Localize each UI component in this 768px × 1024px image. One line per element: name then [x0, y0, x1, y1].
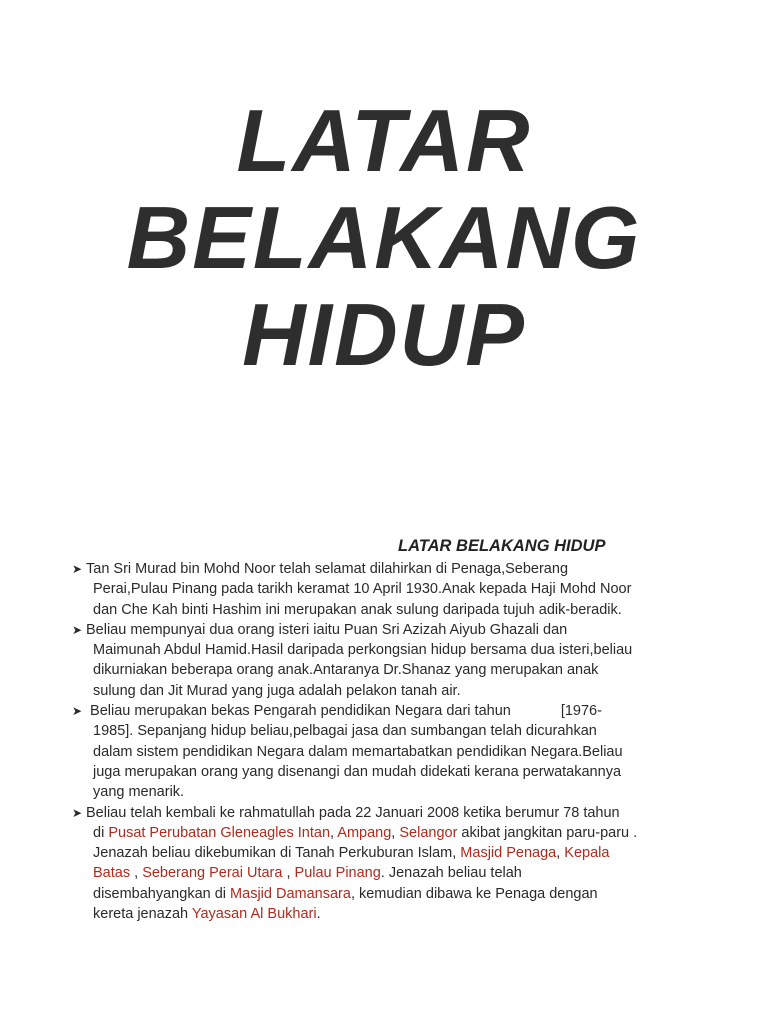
document-title — [0, 92, 768, 383]
text: Perai,Pulau Pinang pada tarikh keramat 10 April 1930.Anak kepada Haji Mohd Noor — [93, 581, 632, 598]
bullet-arrow-icon: ➤ — [72, 805, 83, 820]
text: . — [316, 906, 321, 923]
list-item — [72, 701, 692, 802]
text: Jenazah beliau dikebumikan di Tanah Perkuburan Islam, — [93, 845, 461, 862]
text: Beliau merupakan bekas Pengarah pendidikan Negara dari tahun — [90, 703, 511, 720]
link-pusat-perubatan[interactable]: Pusat Perubatan Gleneagles Intan — [108, 824, 331, 841]
link-masjid-damansara[interactable]: Masjid Damansara — [230, 885, 351, 902]
text: , — [391, 824, 400, 841]
text: kereta jenazah — [93, 906, 192, 923]
text: Tan Sri Murad bin Mohd Noor telah selamat dilahirkan di Penaga,Seberang — [86, 561, 569, 577]
text: , — [330, 824, 338, 841]
text: 1985]. Sepanjang hidup beliau,pelbagai jasa dan sumbangan telah dicurahkan — [93, 723, 597, 740]
list-item — [72, 803, 692, 925]
bullet-arrow-icon: ➤ — [72, 562, 83, 576]
text: Beliau telah kembali ke rahmatullah pada 22 Januari 2008 ketika berumur 78 tahun — [86, 804, 620, 821]
text: dalam sistem pendidikan Negara dalam memartabatkan pendidikan Negara.Beliau — [93, 743, 623, 760]
title-line: LATAR — [236, 91, 532, 190]
text: juga merupakan orang yang disenangi dan mudah didekati kerana perwatakannya — [93, 763, 622, 780]
text: , — [556, 845, 565, 862]
text: dan Che Kah binti Hashim ini merupakan anak sulung daripada tujuh adik-beradik. — [93, 601, 622, 618]
text: sulung dan Jit Murad yang juga adalah pelakon tanah air. — [93, 682, 461, 699]
list-item — [72, 620, 692, 701]
link-kepala-batas[interactable]: Batas — [93, 865, 131, 882]
link-selangor[interactable]: Selangor — [399, 824, 458, 841]
title-line: BELAKANG — [126, 188, 642, 287]
link-seberang-perai-utara[interactable]: Seberang Perai Utara — [142, 865, 283, 882]
text: , — [282, 865, 295, 882]
text: disembahyangkan di — [93, 885, 231, 902]
text: [1976- — [560, 703, 602, 720]
bullet-arrow-icon: ➤ — [72, 622, 83, 637]
text: di — [93, 824, 109, 841]
list-item — [72, 559, 692, 620]
text: . Jenazah beliau telah — [380, 865, 522, 882]
bullet-arrow-icon: ➤ — [72, 704, 83, 719]
link-ampang[interactable]: Ampang — [337, 824, 392, 841]
link-masjid-penaga[interactable]: Masjid Penaga — [460, 845, 557, 862]
text: dikurniakan beberapa orang anak.Antaranya Dr.Shanaz yang merupakan anak — [93, 662, 599, 679]
section-title: LATAR BELAKANG HIDUP — [398, 537, 606, 555]
text: akibat jangkitan paru-paru . — [457, 824, 638, 841]
text: Beliau mempunyai dua orang isteri iaitu Puan Sri Azizah Aiyub Ghazali dan — [86, 621, 568, 638]
bullet-list — [72, 559, 692, 924]
link-yayasan-al-bukhari[interactable]: Yayasan Al Bukhari — [191, 906, 317, 923]
text: , kemudian dibawa ke Penaga dengan — [350, 885, 598, 902]
link-pulau-pinang[interactable]: Pulau Pinang — [294, 865, 381, 882]
text: yang menarik. — [93, 784, 185, 801]
title-line: HIDUP — [242, 285, 526, 384]
text: , — [130, 865, 143, 882]
text: Maimunah Abdul Hamid.Hasil daripada perkongsian hidup bersama dua isteri,beliau — [93, 642, 633, 659]
link-kepala-batas[interactable]: Kepala — [564, 845, 610, 862]
